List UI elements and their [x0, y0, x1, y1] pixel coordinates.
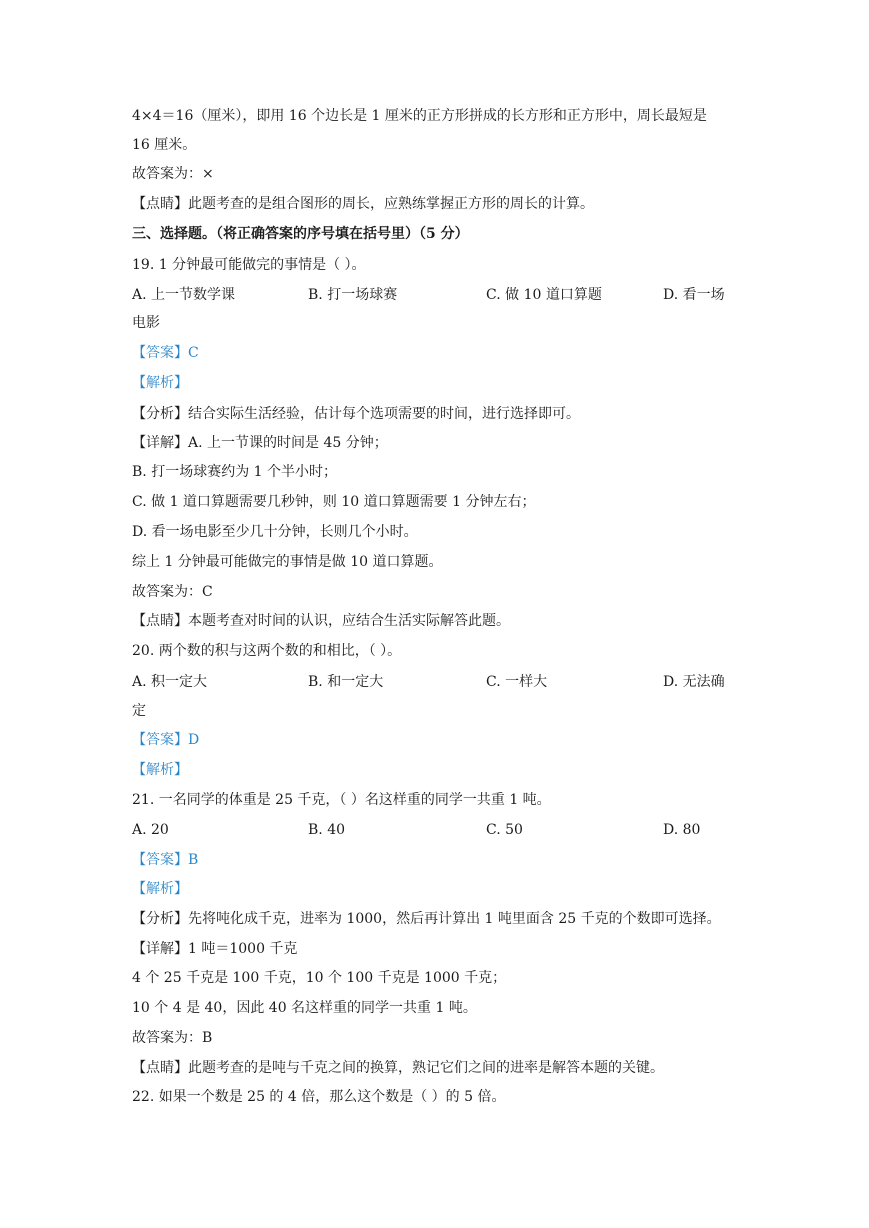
answer-tag: 【答案】B [132, 852, 199, 868]
text-line: 4×4＝16（厘米），即用 16 个边长是 1 厘米的正方形拼成的长方形和正方形中，周长最短是 [132, 108, 707, 124]
answer-tag: 【答案】C [132, 345, 199, 361]
option-a: A. 20 [132, 822, 169, 838]
final-answer: 故答案为：C [132, 584, 213, 600]
question-22-stem: 22. 如果一个数是 25 的 4 倍，那么这个数是（ ）的 5 倍。 [132, 1089, 506, 1105]
answer-tag: 【答案】D [132, 732, 200, 748]
detail-line: 【详解】1 吨＝1000 千克 [132, 941, 298, 957]
option-a: A. 积一定大 [132, 674, 208, 690]
option-d-wrap: 电影 [132, 315, 160, 331]
analysis-line: 【分析】结合实际生活经验，估计每个选项需要的时间，进行选择即可。 [132, 406, 580, 422]
option-d: D. 80 [663, 822, 701, 838]
answer-line [132, 343, 199, 363]
detail-line: 4 个 25 千克是 100 千克，10 个 100 千克是 1000 千克； [132, 970, 507, 986]
option-c: C. 一样大 [486, 674, 548, 690]
text-line: 故答案为：× [132, 166, 214, 182]
jiexi-tag: 【解析】 [132, 881, 188, 897]
text-line: 16 厘米。 [132, 137, 197, 153]
option-d-wrap: 定 [132, 703, 146, 719]
detail-line: 【详解】A. 上一节课的时间是 45 分钟； [132, 435, 388, 451]
option-b: B. 打一场球赛 [308, 287, 398, 303]
jiexi-tag: 【解析】 [132, 762, 188, 778]
detail-line: 综上 1 分钟最可能做完的事情是做 10 道口算题。 [132, 554, 443, 570]
question-19-options [132, 285, 742, 305]
dianjing-note: 【点睛】本题考查对时间的认识，应结合生活实际解答此题。 [132, 613, 510, 629]
detail-line: D. 看一场电影至少几十分钟，长则几个小时。 [132, 524, 418, 540]
analysis-line: 【分析】先将吨化成千克，进率为 1000，然后再计算出 1 吨里面含 25 千克的个数即可选择。 [132, 911, 721, 927]
detail-line: 10 个 4 是 40，因此 40 名这样重的同学一共重 1 吨。 [132, 1000, 477, 1016]
question-21-stem: 21. 一名同学的体重是 25 千克，（ ）名这样重的同学一共重 1 吨。 [132, 792, 551, 808]
dianjing-note: 【点睛】此题考查的是吨与千克之间的换算，熟记它们之间的进率是解答本题的关键。 [132, 1060, 664, 1076]
option-b: B. 和一定大 [308, 674, 384, 690]
answer-line [132, 730, 199, 750]
option-d: D. 无法确 [663, 674, 725, 690]
option-b: B. 40 [308, 822, 346, 838]
question-20-stem: 20. 两个数的积与这两个数的和相比，（ ）。 [132, 643, 402, 659]
question-19-stem: 19. 1 分钟最可能做完的事情是（ ）。 [132, 257, 366, 273]
dianjing-note: 【点睛】此题考查的是组合图形的周长，应熟练掌握正方形的周长的计算。 [132, 196, 594, 212]
jiexi-tag: 【解析】 [132, 375, 188, 391]
option-c: C. 50 [486, 822, 523, 838]
answer-line [132, 850, 198, 870]
final-answer: 故答案为：B [132, 1030, 213, 1046]
question-21-options [132, 820, 742, 840]
option-a: A. 上一节数学课 [132, 287, 236, 303]
question-20-options [132, 672, 742, 692]
detail-line: C. 做 1 道口算题需要几秒钟，则 10 道口算题需要 1 分钟左右； [132, 494, 536, 510]
detail-line: B. 打一场球赛约为 1 个半小时； [132, 464, 337, 480]
option-c: C. 做 10 道口算题 [486, 287, 602, 303]
option-d: D. 看一场 [663, 287, 725, 303]
section-heading: 三、选择题。（将正确答案的序号填在括号里）（5 分） [132, 226, 469, 242]
